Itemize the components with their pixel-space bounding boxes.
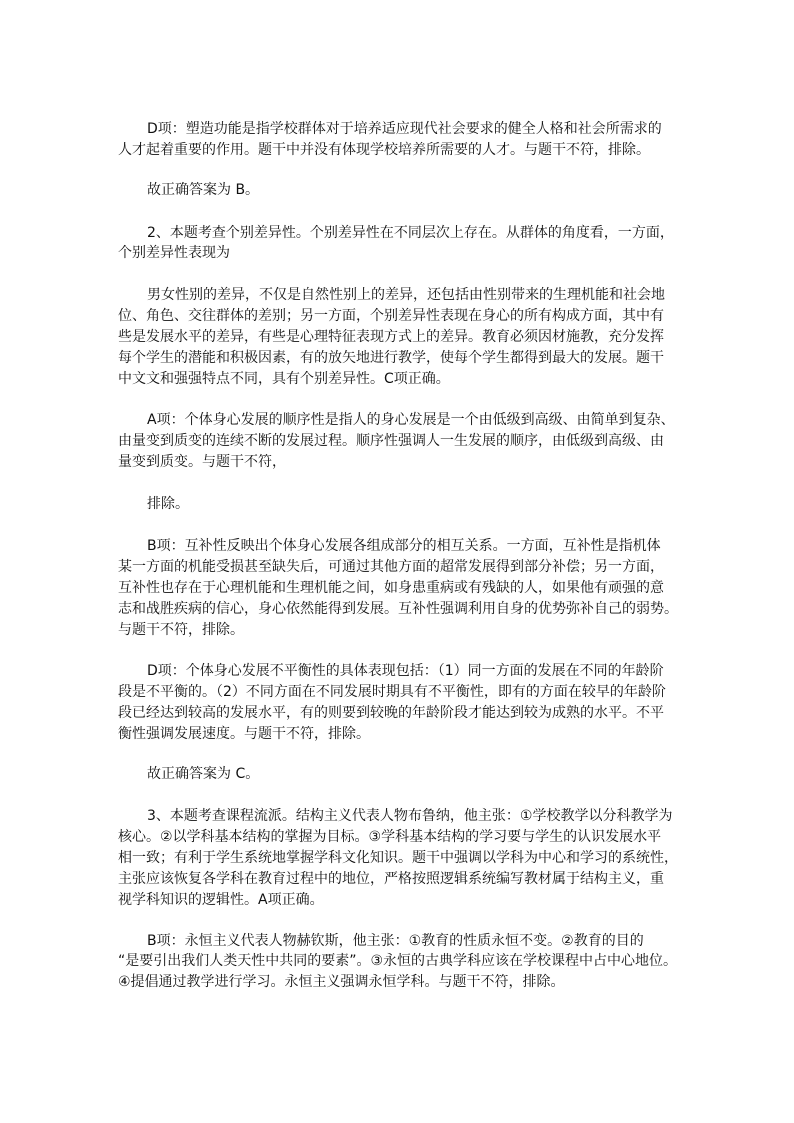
text-line: 中文文和强强特点不同，具有个别差异性。C项正确。 bbox=[118, 371, 450, 387]
text-line: 视学科知识的逻辑性。A项正确。 bbox=[118, 892, 324, 908]
text-line: 主张应该恢复各学科在教育过程中的地位，严格按照逻辑系统编写教材属于结构主义，重 bbox=[118, 871, 664, 887]
text-line: 排除。 bbox=[147, 496, 189, 512]
text-line: 故正确答案为 B。 bbox=[147, 182, 260, 198]
text-line: D项：塑造功能是指学校群体对于培养适应现代社会要求的健全人格和社会所需求的 bbox=[147, 121, 662, 137]
text-line: 互补性也存在于心理机能和生理机能之间，如身患重病或有残缺的人，如果他有顽强的意 bbox=[118, 580, 664, 596]
text-line: 量变到质变。与题干不符， bbox=[118, 454, 286, 470]
text-line: 相一致；有利于学生系统地掌握学科文化知识。题干中强调以学科为中心和学习的系统性， bbox=[118, 850, 678, 866]
text-line: 2、本题考查个别差异性。个别差异性在不同层次上存在。从群体的角度看，一方面， bbox=[147, 225, 674, 241]
text-line: 某一方面的机能受损甚至缺失后，可通过其他方面的超常发展得到部分补偿；另一方面， bbox=[118, 559, 664, 575]
text-line: “是要引出我们人类天性中共同的要素”。③永恒的古典学科应该在学校课程中占中心地位。 bbox=[118, 953, 678, 969]
text-line: 由量变到质变的连续不断的发展过程。顺序性强调人一生发展的顺序，由低级到高级、由 bbox=[118, 433, 664, 449]
text-line: 段已经达到较高的发展水平，有的则要到较晚的年龄阶段才能达到较为成熟的水平。不平 bbox=[118, 705, 664, 721]
text-line: ④提倡通过教学进行学习。永恒主义强调永恒学科。与题干不符，排除。 bbox=[118, 974, 565, 990]
text-line: 与题干不符，排除。 bbox=[118, 622, 244, 638]
text-line: 故正确答案为 C。 bbox=[147, 766, 260, 782]
text-line: 志和战胜疾病的信心，身心依然能得到发展。互补性强调利用自身的优势弥补自己的弱势。 bbox=[118, 601, 678, 617]
text-line: 核心。②以学科基本结构的掌握为目标。③学科基本结构的学习要与学生的认识发展水平 bbox=[118, 829, 662, 845]
text-line: D项：个体身心发展不平衡性的具体表现包括：（1）同一方面的发展在不同的年龄阶 bbox=[147, 663, 664, 679]
text-line: B项：永恒主义代表人物赫钦斯，他主张：①教育的性质永恒不变。②教育的目的 bbox=[147, 933, 644, 949]
text-line: 个别差异性表现为 bbox=[118, 245, 230, 261]
text-line: 人才起着重要的作用。题干中并没有体现学校培养所需要的人才。与题干不符，排除。 bbox=[118, 142, 650, 158]
text-line: 段是不平衡的。（2）不同方面在不同发展时期具有不平衡性，即有的方面在较早的年龄阶 bbox=[118, 684, 666, 700]
text-line: B项：互补性反映出个体身心发展各组成部分的相互关系。一方面，互补性是指机体 bbox=[147, 538, 661, 554]
text-line: 些是发展水平的差异，有些是心理特征表现方式上的差异。教育必须因材施教，充分发挥 bbox=[118, 329, 664, 345]
text-line: 每个学生的潜能和积极因素，有的放矢地进行教学，使每个学生都得到最大的发展。题干 bbox=[118, 350, 664, 366]
text-line: 男女性别的差异，不仅是自然性别上的差异，还包括由性别带来的生理机能和社会地 bbox=[147, 287, 665, 303]
text-line: 位、角色、交往群体的差别；另一方面，个别差异性表现在身心的所有构成方面，其中有 bbox=[118, 308, 664, 324]
text-line: A项：个体身心发展的顺序性是指人的身心发展是一个由低级到高级、由简单到复杂、 bbox=[147, 412, 675, 428]
text-line: 衡性强调发展速度。与题干不符，排除。 bbox=[118, 726, 370, 742]
text-line: 3、本题考查课程流派。结构主义代表人物布鲁纳，他主张：①学校教学以分科教学为 bbox=[147, 808, 673, 824]
